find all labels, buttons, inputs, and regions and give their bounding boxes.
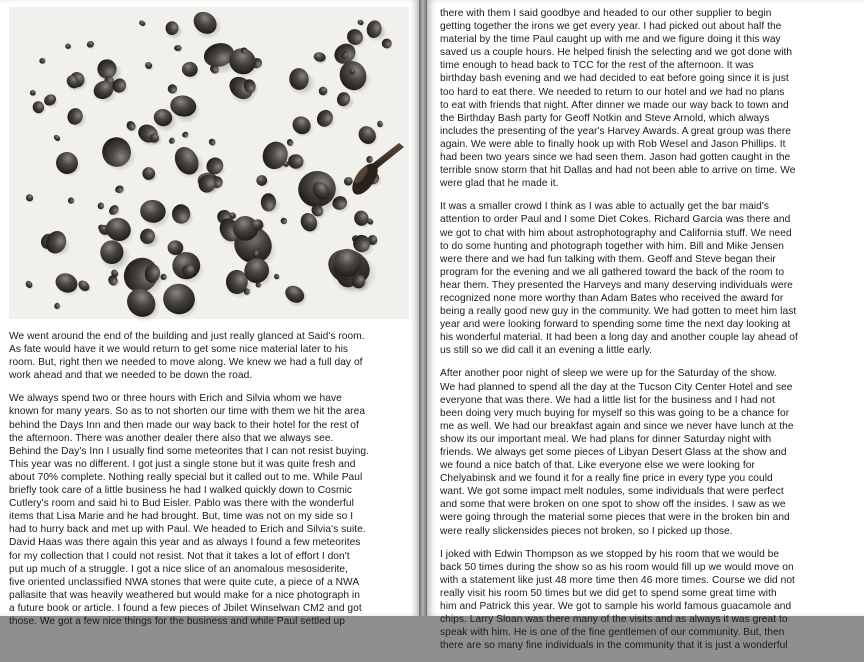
paragraph: We always spend two or three hours with Erich and Silvia whom we have known for many years. So as to not shorten our time with them we hit the area behind the Days Inn and then made our way back to their hotel for the rest of the afternoon. There was another dealer there also that we always see. Behind the Day's Inn I usually find some meteorites that I can not resist buying. This year was no different. I got just a single stone but it was quite fresh and about 70% complete. Nothing really special but it called out to me. While Paul briefly took care of a little business he had I walked quickly down to Cosmic Cutlery's room and said hi to Bud Eisler. Pablo was there with the wonderful items that Lisa Marie and he had brought. But, time was not on my side so I had to hurry back and met up with Paul. We headed to Erich and Silvia's suite. David Haas was there again this year and as always I found a few meteorites for my collection that I could not resist. Not that it takes a lot of effort I don't put up much of a struggle. I got a nice slice of an anomalous mesosiderite, five oriented unclassified NWA stones that were quite cute, a piece of a NWA pallasite that was heavily weathered but would make for a nice photograph in a future book or article. I found a few pieces of Jbilet Winselwan CM2 and got those. We got a few nice things for the business and while Paul settled up [9, 393, 369, 627]
meteorite-stone [261, 193, 276, 211]
meteorite-photo [9, 7, 409, 319]
meteorite-stones-illustration [9, 7, 409, 319]
paragraph: It was a smaller crowd I think as I was able to actually get the bar maid's attention to order Paul and I some Diet Cokes. Richard Garcia was there and we got to chat with him about astrophotography and California stuff. We need to do some hunting and photograph together with him. Bill and Mike Jensen were there and we had fun talking with them. Geoff and Steve began their program for the evening and we all gathered toward the back of the room to hear them. They presented the Harveys and many deserving individuals were recognized none more worthy than Adam Bates who received the award for being a really good new guy in the community. We had gotten to meet him last year and were looking forward to spending some time the next day looking at his wonderful material. It had been a long day and another couple lay ahead of us still so we did call it an evening a little early. [440, 201, 798, 357]
paragraph: I joked with Edwin Thompson as we stopped by his room that we would be back 50 times during the show so as his room would fill up we would move on with a statement like just 48 more time then 46 more times. Course we did not really visit his room 50 times but we did get to spend some great time with him and Patrick this year. We got to sample his world famous guacamole and chips. Larry Sloan was there many of the visits and as always it was great to speak with him. He is one of the fine gentlemen of our community. But, then there are so many fine individuals in the community that it is just a wonderful [440, 548, 795, 652]
left-page-text [9, 330, 414, 638]
book-gutter [419, 0, 427, 616]
left-page [0, 0, 419, 627]
paragraph: there with them I said goodbye and headed to our other supplier to begin getting together the irons we get every year. I had picked out about half the material by the time Paul caught up with me and we figure doing it this way saved us a couple hours. He helped finish the selecting and we got done with time enough to head back to TCC for the rest of the afternoon. It was birthday bash evening and we had decided to eat before going since it is just too hard to eat there. We needed to return to our hotel and we had no plans to eat with friends that night. After dinner we made our way back to town and the Birthday Bash party for Geoff Notkin and Steve Arnold, which always includes the presenting of the year's Harvey Awards. A great group was there again. We were able to finally hook up with Rob Wesel and Jason Phillips. It had been two years since we had seen them. Jason had gotten caught in the terrible snow storm that hit Dallas and had not been able to arrive on time. We were glad that he made it. [440, 8, 796, 190]
right-page [427, 0, 864, 652]
right-page-text [440, 7, 856, 662]
paragraph: After another poor night of sleep we were up for the Saturday of the show. We had planned to spend all the day at the Tucson City Center Hotel and see everyone that was there. We had a little list for the business and I had not been doing very much buying for myself so this was going to be a chance for me as well. We had our breakfast again and since we never have lunch at the show its our important meal. We had plans for dinner Saturday night with friends. We always get some pieces of Libyan Desert Glass at the show and we found a nice batch of that. Like everyone else we were looking for Chelyabinsk and we found it for a really fine price in every type you could want. We got some impact melt nodules, some individuals that were perfect and some that were broken on one spot to show off the insides. I saw as we were going through the material some pieces that were in the broken bin and were really slickensides pieces not broken, so I picked up those. [440, 368, 794, 537]
paragraph: We went around the end of the building and just really glanced at Said's room. As fate would have it we would return to get some nice material later to his room. But, right then we needed to move along. We knew we had a full day of work ahead and that we needed to be down the road. [9, 331, 365, 382]
